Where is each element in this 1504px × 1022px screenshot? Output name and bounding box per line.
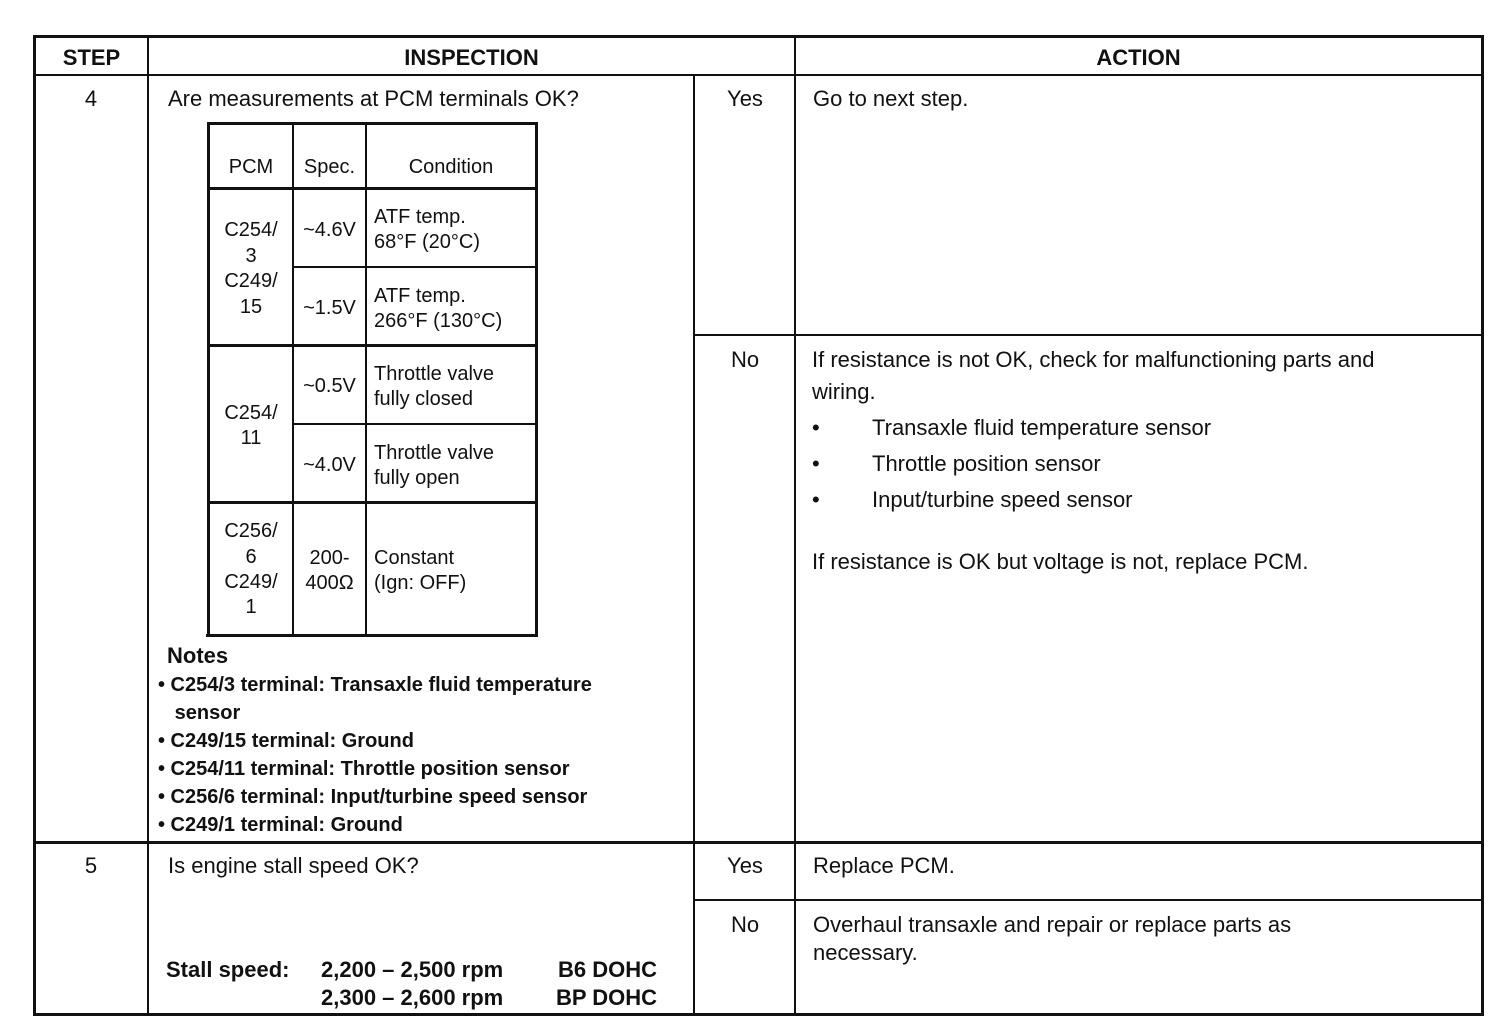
bullet-glyph: • — [812, 415, 820, 440]
notes-title: Notes — [167, 643, 229, 668]
row4-no-action-line-2: wiring. — [812, 379, 876, 404]
spec-cell: ~4.6V — [303, 219, 356, 241]
stall-speed-engine: BP DOHC — [556, 985, 658, 1010]
bullet-text: Input/turbine speed sensor — [872, 487, 1133, 512]
row4-no-action-footer: If resistance is OK but voltage is not, replace PCM. — [812, 549, 1309, 574]
bullet-glyph: • — [812, 487, 820, 512]
spec-cell: 400Ω — [305, 572, 354, 594]
pcm-table-row-divider — [293, 423, 538, 425]
note-item: • C254/3 terminal: Transaxle fluid temperature — [158, 674, 592, 696]
note-item: • C256/6 terminal: Input/turbine speed sensor — [158, 786, 588, 808]
note-item: • C249/15 terminal: Ground — [158, 730, 414, 752]
pcm-table-header-condition: Condition — [408, 156, 494, 178]
pcm-terminal-cell: 11 — [240, 427, 262, 449]
row4-question: Are measurements at PCM terminals OK? — [168, 86, 579, 111]
stall-speed-range: 2,300 – 2,600 rpm — [321, 985, 504, 1010]
row5-yes-action: Replace PCM. — [813, 853, 955, 878]
condition-cell: 68°F (20°C) — [374, 231, 481, 253]
pcm-table-bottom — [206, 634, 538, 637]
yesno-column-divider-2 — [693, 843, 695, 1015]
table-border-right — [1481, 35, 1484, 1016]
header-divider — [33, 74, 1484, 76]
action-bullet-item — [812, 415, 1211, 441]
table-border-top — [33, 35, 1484, 38]
stall-speed-range: 2,200 – 2,500 rpm — [321, 957, 504, 982]
pcm-table-header-spec: Spec. — [303, 156, 356, 178]
row5-no-label: No — [730, 912, 760, 937]
step-number-4: 4 — [84, 86, 98, 111]
row-divider-4-5 — [33, 841, 1484, 844]
row4-yes-label: Yes — [727, 86, 763, 111]
pcm-table-group-divider — [208, 501, 538, 504]
row4-no-action-line-1: If resistance is not OK, check for malfunctioning parts and — [812, 347, 1375, 372]
condition-cell: ATF temp. — [374, 206, 466, 228]
spec-cell: ~0.5V — [303, 375, 356, 397]
pcm-terminal-cell: C254/ — [224, 402, 278, 424]
condition-cell: fully open — [374, 467, 460, 489]
pcm-table-col-divider-2 — [365, 122, 367, 637]
row5-no-action-line-2: necessary. — [813, 940, 918, 965]
pcm-table-header-pcm: PCM — [228, 156, 274, 178]
spec-cell: ~4.0V — [303, 454, 356, 476]
row5-yes-no-divider — [693, 899, 1483, 901]
action-bullet-item — [812, 487, 1133, 513]
spec-cell: ~1.5V — [303, 297, 356, 319]
condition-cell: Throttle valve — [374, 442, 495, 464]
header-step: STEP — [62, 45, 121, 70]
pcm-table-header-divider — [208, 187, 538, 190]
pcm-terminal-cell: C254/ — [224, 219, 278, 241]
bullet-text: Transaxle fluid temperature sensor — [872, 415, 1212, 440]
bullet-glyph: • — [812, 451, 820, 476]
yesno-column-divider-1 — [693, 75, 695, 842]
pcm-terminal-cell: 3 — [245, 245, 257, 267]
row4-no-label: No — [730, 347, 760, 372]
condition-cell: ATF temp. — [374, 285, 466, 307]
header-inspection: INSPECTION — [404, 45, 539, 70]
action-bullet-item — [812, 451, 1101, 477]
condition-cell: 266°F (130°C) — [374, 310, 503, 332]
pcm-table-row-divider — [293, 266, 538, 268]
condition-cell: Throttle valve — [374, 363, 495, 385]
pcm-table-group-divider — [208, 344, 538, 347]
stall-speed-engine: B6 DOHC — [558, 957, 658, 982]
action-column-divider — [794, 35, 796, 1016]
row4-yes-no-divider — [693, 334, 1483, 336]
pcm-table-top — [208, 122, 538, 125]
pcm-table-right — [535, 122, 538, 637]
condition-cell: fully closed — [374, 388, 473, 410]
header-action: ACTION — [1096, 45, 1181, 70]
row4-yes-action: Go to next step. — [813, 86, 969, 111]
row5-yes-label: Yes — [727, 853, 763, 878]
pcm-terminal-cell: 1 — [245, 596, 257, 618]
row5-no-action-line-1: Overhaul transaxle and repair or replace parts as — [813, 912, 1292, 937]
pcm-terminal-cell: C249/ — [224, 270, 278, 292]
table-border-bottom — [33, 1013, 1484, 1016]
stall-speed-label: Stall speed: — [166, 957, 290, 982]
note-item: • C254/11 terminal: Throttle position sensor — [158, 758, 570, 780]
pcm-terminal-cell: 6 — [245, 546, 257, 568]
pcm-terminal-cell: C256/ — [224, 520, 278, 542]
condition-cell: Constant — [374, 547, 455, 569]
condition-cell: (Ign: OFF) — [374, 572, 467, 594]
spec-cell: 200- — [309, 547, 350, 569]
note-item: sensor — [158, 702, 241, 724]
note-item: • C249/1 terminal: Ground — [158, 814, 403, 836]
bullet-text: Throttle position sensor — [872, 451, 1101, 476]
row5-question: Is engine stall speed OK? — [168, 853, 419, 878]
step-number-5: 5 — [84, 853, 98, 878]
pcm-terminal-cell: 15 — [239, 296, 263, 318]
pcm-terminal-cell: C249/ — [224, 571, 278, 593]
